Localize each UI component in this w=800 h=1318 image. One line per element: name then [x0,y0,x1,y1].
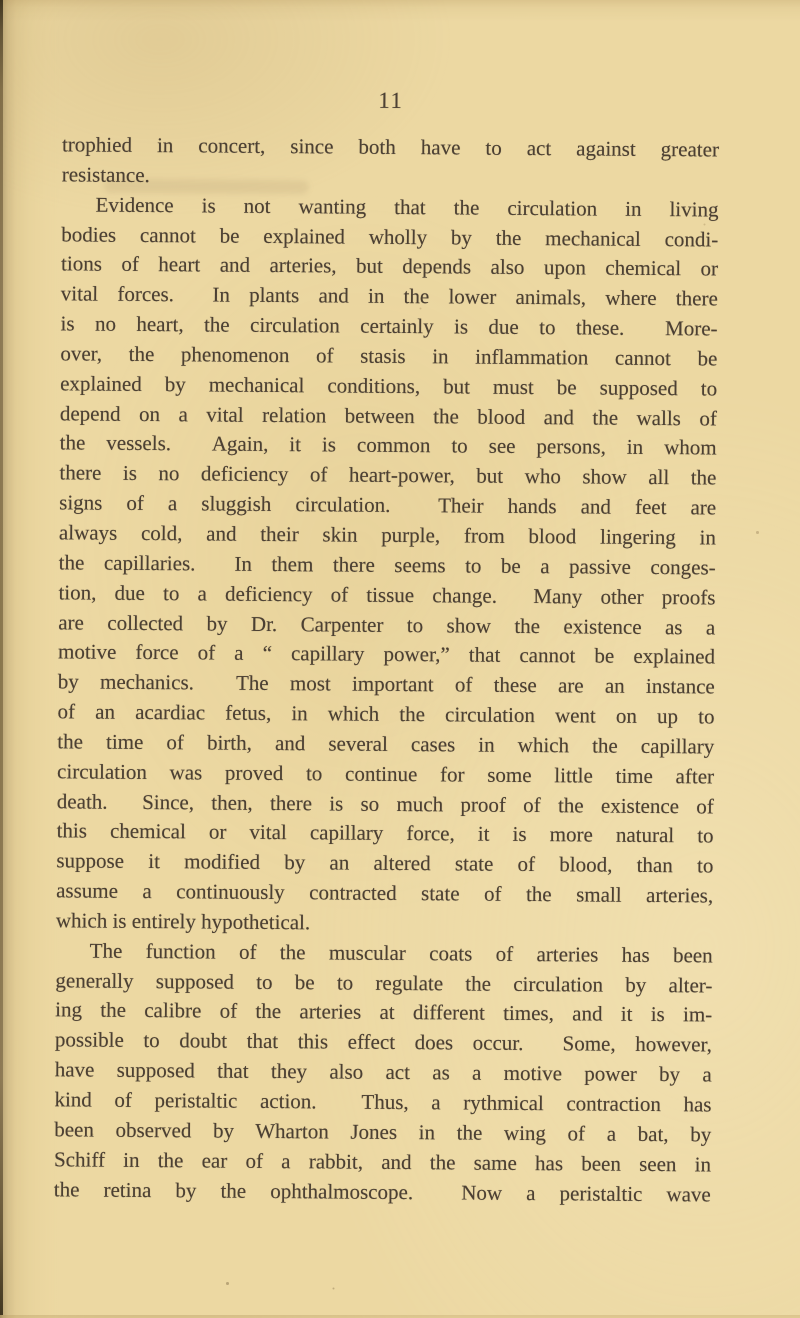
text-line: death. Since, then, there is so much proof of the existence of [56,788,714,819]
paper-speckles [0,0,1,1]
text-line: Schiff in the ear of a rabbit, and the same has been seen in [53,1146,712,1177]
text-line: tions of heart and arteries, but depends also upon chemical or [60,251,719,281]
text-line: is no heart, the circulation certainly is due to these. More- [60,311,718,341]
text-line: over, the phenomenon of stasis in inflammation cannot be [60,341,718,371]
text-line: of an acardiac fetus, in which the circulation went on up to [57,699,715,729]
text-line: the capillaries. In them there seems to be a passive conges- [58,550,716,580]
text-line: Evidence is not wanting that the circulation in living [95,192,719,222]
text-line: this chemical or vital capillary force, it is more natural to [56,818,714,848]
text-line: possible to doubt that this effect does occur. Some, however, [54,1027,713,1057]
text-line: the vessels. Again, it is common to see persons, in whom [59,430,717,460]
text-line: trophied in concert, since both have to act against greater [61,132,720,162]
text-line: explained by mechanical conditions, but must be supposed to [60,371,718,401]
text-line: signs of a sluggish circulation. Their hands and feet are [59,490,717,520]
text-line: the time of birth, and several cases in which the capillary [57,729,715,759]
text-line: vital forces. In plants and in the lower animals, where there [60,281,718,311]
text-line: motive force of a “ capillary power,” that cannot be explained [57,639,716,669]
text-line: assume a continuously contracted state of the small arteries, [56,878,714,908]
text-line: suppose it modified by an altered state of blood, than to [56,848,714,878]
text-line: depend on a vital relation between the blood and the walls of [59,400,717,431]
text-line: kind of peristaltic action. Thus, a rythmical contraction has [54,1087,712,1117]
text-line: which is entirely hypothetical. [55,908,311,935]
text-line: always cold, and their skin purple, from blood lingering in [58,520,717,550]
text-line: generally supposed to be to regulate the circulation by alter- [55,967,713,998]
text-line: the retina by the ophthalmoscope. Now a peristaltic wave [53,1176,711,1206]
text-line: tion, due to a deficiency of tissue change. Many other proofs [58,579,716,610]
text-line: have supposed that they also act as a motive power by a [54,1057,712,1087]
text-line: ing the calibre of the arteries at different times, and it is im- [55,997,713,1027]
page-number: 11 [378,87,404,114]
text-line: been observed by Wharton Jones in the wing of a bat, by [54,1117,712,1147]
text-line: The function of the muscular coats of arteries has been [89,938,713,968]
text-line: by mechanics. The most important of these are an instance [57,669,715,699]
text-line: bodies cannot be explained wholly by the mechanical condi- [61,221,719,252]
text-line: circulation was proved to continue for some little time after [57,759,715,789]
text-line: resistance. [61,162,150,187]
text-line: there is no deficiency of heart-power, but who show all the [59,460,717,490]
page-text [54,130,719,1210]
text-line: are collected by Dr. Carpenter to show the existence as a [58,609,716,639]
